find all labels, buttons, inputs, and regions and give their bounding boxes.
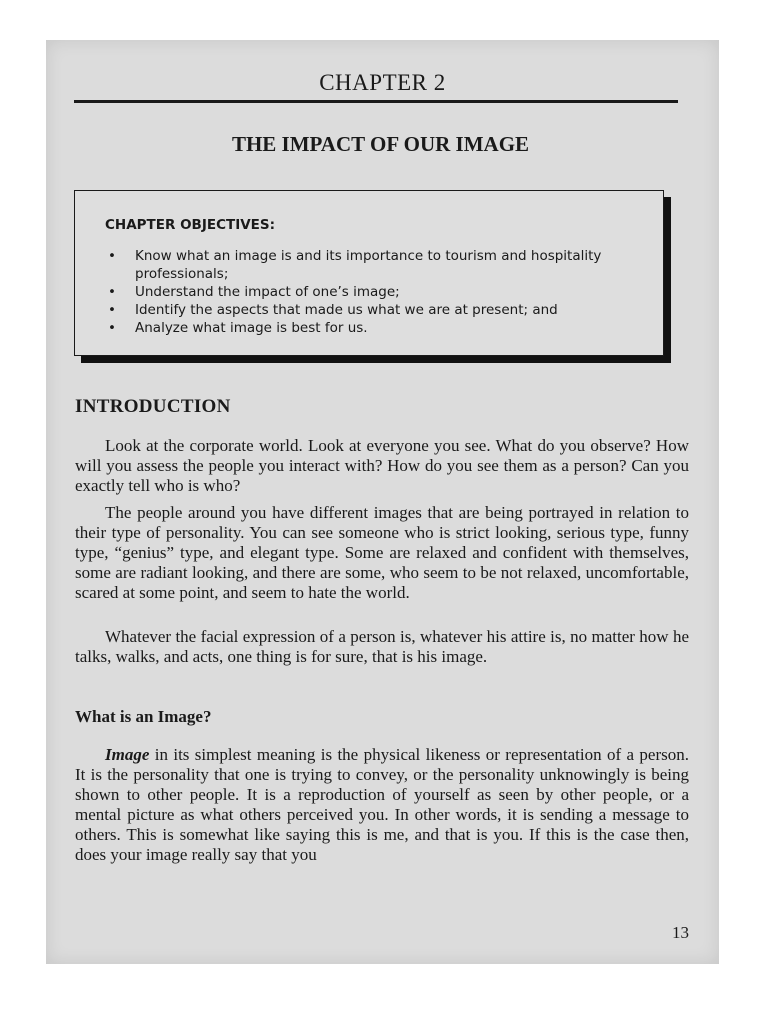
objective-item bbox=[105, 319, 655, 337]
book-page bbox=[46, 40, 719, 964]
introduction-heading: INTRODUCTION bbox=[75, 396, 231, 417]
bullet-icon: • bbox=[108, 284, 116, 300]
chapter-title: THE IMPACT OF OUR IMAGE bbox=[231, 132, 530, 156]
intro-paragraph: The people around you have different images that are being portrayed in relation to their type of personality. You can see someone who is strict looking, serious type, funny type, “genius” type, and elegant type. Some are relaxed and confident with themselves, some are radiant looking, and there are some, who seem to be not relaxed, uncomfortable, scared at some point, and seem to hate the world. bbox=[75, 503, 689, 602]
bullet-icon: • bbox=[108, 320, 116, 336]
intro-paragraph: Whatever the facial expression of a person is, whatever his attire is, no matter how he talks, walks, and acts, one thing is for sure, that is his image. bbox=[75, 627, 689, 666]
objective-text: Analyze what image is best for us. bbox=[135, 320, 368, 336]
objective-item bbox=[105, 283, 655, 301]
image-definition-text: in its simplest meaning is the physical likeness or representation of a person. It is the personality that one is trying to convey, or the personality unknowingly is being shown to other people. It is a reproduction of yourself as seen by other people, or a mental picture as what others perceived you. In other words, it is sending a message to others. This is somewhat like saying this is me, and that is you. If this is the case then, does your image really say that you bbox=[75, 745, 689, 864]
objective-text: Identify the aspects that made us what we are at present; and bbox=[135, 302, 558, 318]
objective-text: Understand the impact of one’s image; bbox=[135, 284, 400, 300]
intro-paragraph: Look at the corporate world. Look at everyone you see. What do you observe? How will you assess the people you interact with? How do you see them as a person? Can you exactly tell who is who? bbox=[75, 436, 689, 495]
objective-item bbox=[105, 247, 655, 283]
bullet-icon: • bbox=[108, 302, 116, 318]
objectives-list bbox=[105, 247, 655, 337]
objectives-heading: CHAPTER OBJECTIVES: bbox=[105, 217, 276, 233]
objective-item bbox=[105, 301, 655, 319]
chapter-label: CHAPTER 2 bbox=[319, 70, 446, 95]
objectives-box bbox=[74, 190, 664, 356]
page-number: 13 bbox=[672, 923, 689, 942]
bullet-icon: • bbox=[108, 248, 116, 264]
image-definition-paragraph bbox=[75, 745, 689, 865]
image-definition-heading: What is an Image? bbox=[75, 707, 212, 726]
image-term: Image bbox=[105, 745, 150, 764]
objective-text: Know what an image is and its importance to tourism and hospitality professionals; bbox=[135, 248, 602, 282]
chapter-divider bbox=[74, 100, 678, 103]
